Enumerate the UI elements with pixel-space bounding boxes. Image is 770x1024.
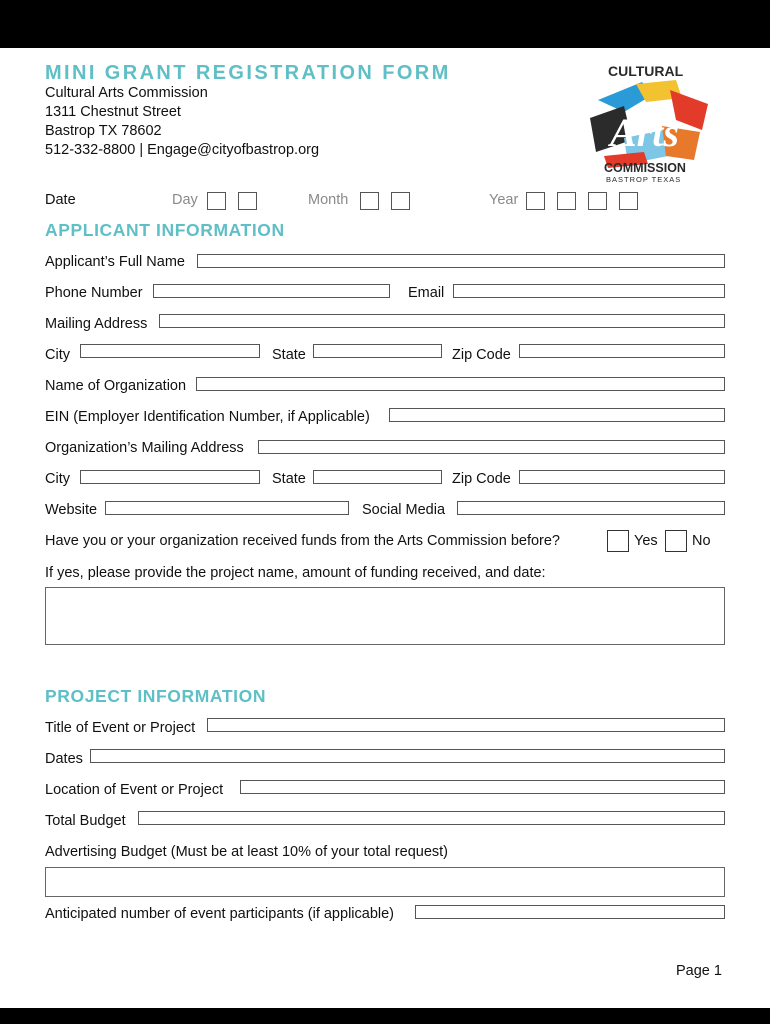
participants-label: Anticipated number of event participants (if applicable) [45, 906, 394, 922]
month-box-2[interactable] [391, 192, 410, 210]
no-checkbox[interactable] [665, 530, 687, 552]
email-label: Email [408, 285, 445, 301]
logo-text-bastrop: BASTROP TEXAS [606, 175, 682, 184]
state2-label: State [272, 471, 306, 487]
project-title-field[interactable] [207, 718, 725, 732]
org-street: 1311 Chestnut Street [45, 104, 181, 120]
city-label: City [45, 347, 70, 363]
year-box-4[interactable] [619, 192, 638, 210]
state-field[interactable] [313, 344, 442, 358]
total-budget-label: Total Budget [45, 813, 126, 829]
project-heading: PROJECT INFORMATION [45, 686, 267, 706]
zip2-label: Zip Code [452, 471, 511, 487]
applicant-heading: APPLICANT INFORMATION [45, 220, 285, 240]
prior-funding-textarea[interactable] [45, 587, 725, 645]
dates-field[interactable] [90, 749, 725, 763]
ein-label: EIN (Employer Identification Number, if Applicable) [45, 409, 370, 425]
mailing-field[interactable] [159, 314, 725, 328]
org-contact: 512-332-8800 | Engage@cityofbastrop.org [45, 142, 320, 158]
city2-label: City [45, 471, 70, 487]
location-field[interactable] [240, 780, 725, 794]
org-name: Cultural Arts Commission [45, 85, 208, 101]
logo-text-arts: Arts [610, 110, 679, 155]
phone-field[interactable] [153, 284, 390, 298]
date-label: Date [45, 192, 76, 208]
project-title-label: Title of Event or Project [45, 720, 196, 736]
year-box-3[interactable] [588, 192, 607, 210]
org-mailing-label: Organization’s Mailing Address [45, 440, 244, 456]
location-label: Location of Event or Project [45, 782, 224, 798]
day-label: Day [172, 192, 198, 208]
social-label: Social Media [362, 502, 446, 518]
city2-field[interactable] [80, 470, 260, 484]
mailing-label: Mailing Address [45, 316, 148, 332]
yes-checkbox[interactable] [607, 530, 629, 552]
email-field[interactable] [453, 284, 725, 298]
advertising-field[interactable] [45, 867, 725, 897]
social-field[interactable] [457, 501, 725, 515]
phone-label: Phone Number [45, 285, 143, 301]
dates-label: Dates [45, 751, 83, 767]
org-mailing-field[interactable] [258, 440, 725, 454]
form-title: MINI GRANT REGISTRATION FORM [45, 62, 451, 84]
zip-label: Zip Code [452, 347, 511, 363]
website-label: Website [45, 502, 98, 518]
logo-text-commission: COMMISSION [604, 161, 686, 175]
year-box-1[interactable] [526, 192, 545, 210]
participants-field[interactable] [415, 905, 725, 919]
no-label: No [692, 533, 711, 549]
day-box-1[interactable] [207, 192, 226, 210]
received-question: Have you or your organization received funds from the Arts Commission before? [45, 533, 560, 549]
form-page [0, 48, 770, 1008]
cultural-arts-logo [584, 60, 714, 184]
total-budget-field[interactable] [138, 811, 725, 825]
org-city: Bastrop TX 78602 [45, 123, 162, 139]
year-label: Year [489, 192, 519, 208]
month-box-1[interactable] [360, 192, 379, 210]
year-box-2[interactable] [557, 192, 576, 210]
full-name-label: Applicant’s Full Name [45, 254, 185, 270]
month-label: Month [308, 192, 349, 208]
day-box-2[interactable] [238, 192, 257, 210]
org-name-label: Name of Organization [45, 378, 187, 394]
advertising-label: Advertising Budget (Must be at least 10% of your total request) [45, 844, 448, 860]
if-yes-label: If yes, please provide the project name, amount of funding received, and date: [45, 565, 546, 581]
yes-label: Yes [634, 533, 658, 549]
ein-field[interactable] [389, 408, 725, 422]
state2-field[interactable] [313, 470, 442, 484]
website-field[interactable] [105, 501, 349, 515]
zip-field[interactable] [519, 344, 725, 358]
page-number: Page 1 [676, 963, 722, 979]
full-name-field[interactable] [197, 254, 725, 268]
org-name-field[interactable] [196, 377, 725, 391]
city-field[interactable] [80, 344, 260, 358]
zip2-field[interactable] [519, 470, 725, 484]
state-label: State [272, 347, 306, 363]
logo-text-cultural: CULTURAL [608, 63, 684, 79]
